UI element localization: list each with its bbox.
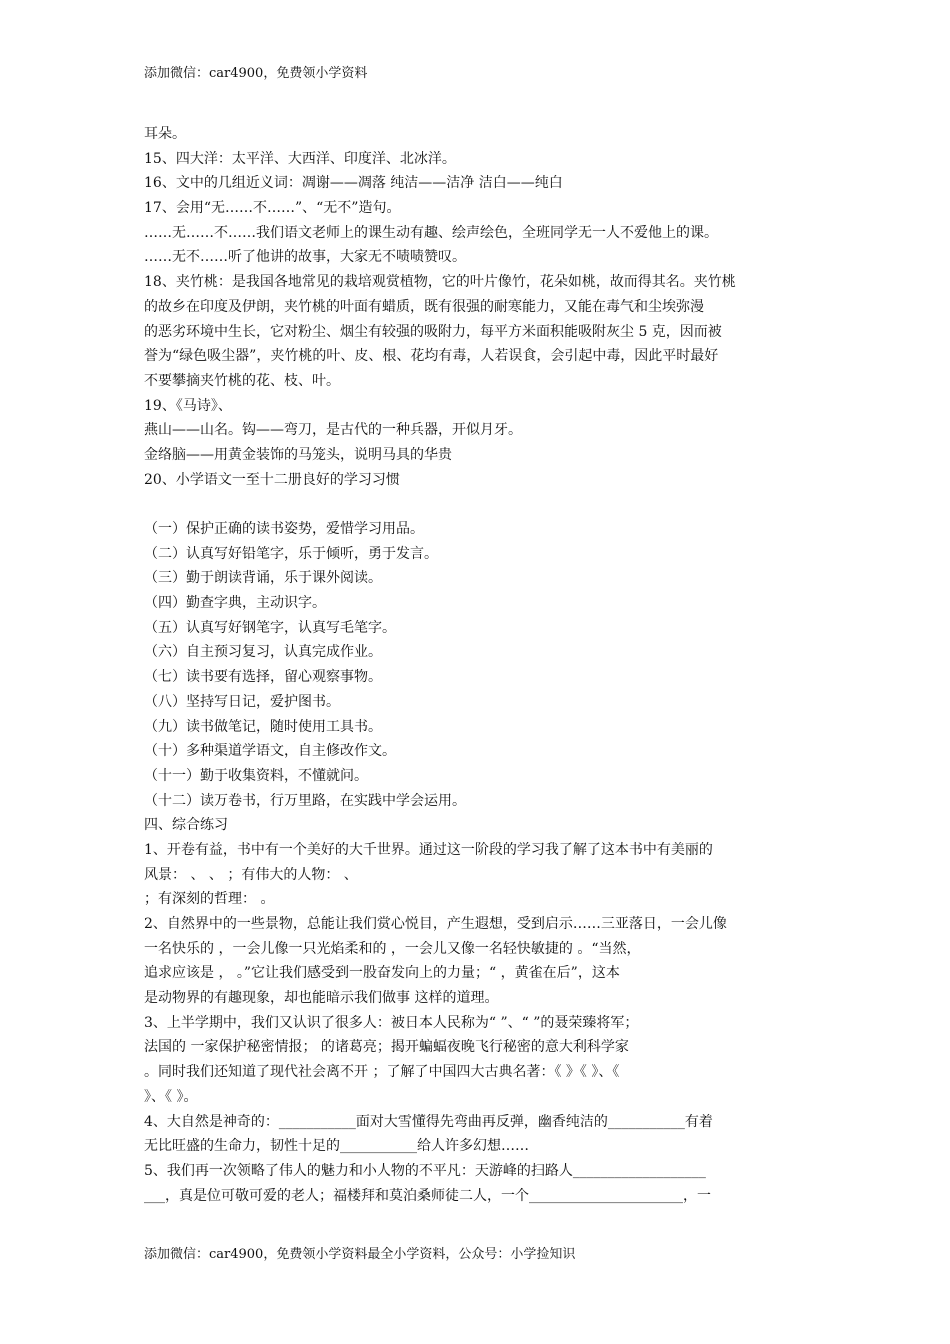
text-line: （十）多种渠道学语文，自主修改作文。: [144, 743, 396, 760]
text-line: （一）保护正确的读书姿势，爱惜学习用品。: [144, 521, 424, 537]
text-line: 的故乡在印度及伊朗，夹竹桃的叶面有蜡质，既有很强的耐寒能力，又能在毒气和尘埃弥漫: [144, 298, 704, 315]
text-line: 16、文中的几组近义词：凋谢——凋落 纯洁——洁净 洁白——纯白: [144, 175, 563, 192]
text-line: 追求应该是 ， 。”它让我们感受到一股奋发向上的力量；“ ，黄雀在后”，这本: [144, 965, 620, 982]
text-line: 风景： 、 、 ；有伟大的人物： 、: [144, 866, 358, 883]
text-line: （八）坚持写日记，爱护图书。: [144, 693, 340, 710]
text-line: 无比旺盛的生命力，韧性十足的___________给人许多幻想……: [144, 1138, 529, 1155]
text-line: ……无不……听了他讲的故事，大家无不啧啧赞叹。: [144, 249, 466, 266]
text-line: 法国的 一家保护秘密情报； 的诸葛亮；揭开蝙蝠夜晚飞行秘密的意大利科学家: [144, 1039, 629, 1056]
text-line: 5、我们再一次领略了伟人的魅力和小人物的不平凡：天游峰的扫路人___________________: [144, 1162, 706, 1179]
text-line: 19、《马诗》、: [144, 397, 232, 414]
text-line: 耳朵。: [144, 126, 186, 142]
page-footer: 添加微信：car4900，免费领小学资料最全小学资料，公众号：小学捡知识: [144, 1247, 576, 1262]
text-line: 15、四大洋：太平洋、大西洋、印度洋、北冰洋。: [144, 150, 456, 167]
text-line: （三）勤于朗读背诵，乐于课外阅读。: [144, 570, 382, 587]
text-line: 1、开卷有益，书中有一个美好的大千世界。通过这一阶段的学习我了解了这本书中有美丽的: [144, 841, 713, 858]
text-line: （四）勤查字典，主动识字。: [144, 595, 326, 612]
text-line: （九）读书做笔记，随时使用工具书。: [144, 718, 382, 735]
text-line: （六）自主预习复习，认真完成作业。: [144, 644, 382, 661]
text-line: ；有深刻的哲理： 。: [144, 891, 275, 908]
text-line: 四、综合练习: [144, 817, 228, 834]
text-line: 誉为“绿色吸尘器”，夹竹桃的叶、皮、根、花均有毒，人若误食，会引起中毒，因此平时最好: [144, 348, 719, 365]
text-line: 是动物界的有趣现象，却也能暗示我们做事 这样的道理。: [144, 990, 499, 1007]
text-line: ___，真是位可敬可爱的老人；福楼拜和莫泊桑师徒二人，一个______________________，一: [144, 1187, 711, 1204]
blank-line: [144, 492, 816, 517]
document-body: [144, 122, 816, 1208]
text-line: 18、夹竹桃：是我国各地常见的栽培观赏植物，它的叶片像竹，花朵如桃，故而得其名。夹竹桃: [144, 274, 736, 291]
text-line: 3、上半学期中，我们又认识了很多人：被日本人民称为“ ”、“ ”的聂荣臻将军；: [144, 1014, 639, 1031]
text-line: （七）读书要有选择，留心观察事物。: [144, 669, 382, 686]
page-header: 添加微信：car4900，免费领小学资料: [144, 66, 368, 81]
text-line: 金络脑——用黄金装饰的马笼头，说明马具的华贵: [144, 446, 452, 463]
text-line: （十二）读万卷书，行万里路，在实践中学会运用。: [144, 792, 466, 809]
text-line: 的恶劣环境中生长，它对粉尘、烟尘有较强的吸附力，每平方米面积能吸附灰尘 5 克，因而被: [144, 323, 722, 340]
text-line: 不要攀摘夹竹桃的花、枝、叶。: [144, 372, 340, 389]
text-line: （二）认真写好铅笔字，乐于倾听，勇于发言。: [144, 545, 438, 562]
text-line: 17、会用“无……不……”、“无不”造句。: [144, 200, 401, 217]
text-line: 一名快乐的 ，一会儿像一只光焰柔和的 ，一会儿又像一名轻快敏捷的 。“当然，: [144, 940, 641, 957]
text-line: 4、大自然是神奇的：___________面对大雪懂得先弯曲再反弹，幽香纯洁的___________有着: [144, 1113, 713, 1130]
text-line: 20、小学语文一至十二册良好的学习习惯: [144, 471, 400, 488]
text-line: 。同时我们还知道了现代社会离不开 ；了解了中国四大古典名著：《 》《 》、《: [144, 1064, 620, 1081]
text-line: （五）认真写好钢笔字，认真写毛笔字。: [144, 619, 396, 636]
text-line: 》、《 》。: [144, 1088, 198, 1105]
text-line: ……无……不……我们语文老师上的课生动有趣、绘声绘色，全班同学无一人不爱他上的课。: [144, 224, 718, 241]
text-line: （十一）勤于收集资料，不懂就问。: [144, 767, 368, 784]
text-line: 2、自然界中的一些景物，总能让我们赏心悦目，产生遐想，受到启示……三亚落日，一会儿像: [144, 916, 727, 932]
text-line: 燕山——山名。钩——弯刀，是古代的一种兵器，开似月牙。: [144, 422, 522, 439]
